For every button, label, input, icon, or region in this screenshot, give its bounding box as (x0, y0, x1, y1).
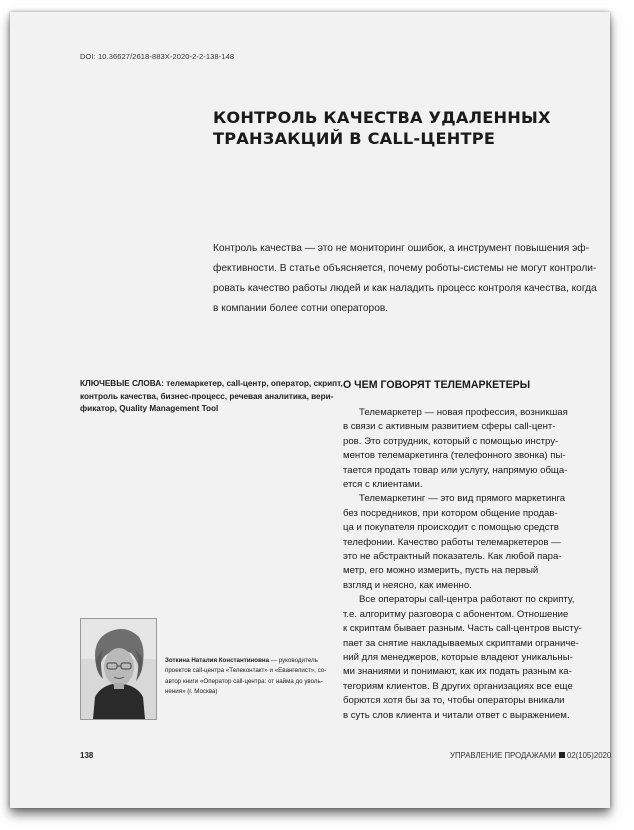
section-heading: О ЧЕМ ГОВОРЯТ ТЕЛЕМАРКЕТЕРЫ (343, 379, 531, 391)
body-line: в связи с активным развитием сферы call-цент- (343, 421, 556, 433)
author-portrait-image (81, 619, 156, 719)
title-line: ТРАНЗАКЦИЙ В CALL-ЦЕНТРЕ (213, 129, 496, 148)
journal-footer (450, 751, 611, 760)
author-info-line: автор книги «Оператор call-центра: от найма до уволь- (165, 677, 323, 685)
body-line: тегориям клиентов. В других организациях все еще (343, 680, 573, 692)
body-line: Телемаркетинг — это вид прямого маркетинга (359, 493, 566, 505)
body-line: тается продать товар или услугу, напрямую обща- (343, 464, 568, 476)
abstract-line: Контроль качества — это не мониторинг ошибок, а инструмент повышения эф- (213, 243, 590, 254)
square-separator-icon (559, 752, 565, 758)
abstract-line: фективности. В статье объясняется, почему роботы-системы не могут контроли- (213, 263, 597, 274)
author-info (165, 656, 340, 697)
doi-line: DOI: 10.36627/2618-883X-2020-2-2-138-148 (80, 52, 235, 61)
body-line: ется с клиентами. (343, 479, 423, 491)
journal-name: УПРАВЛЕНИЕ ПРОДАЖАМИ (450, 751, 556, 760)
keywords-line: контроль качества, бизнес-процесс, речевая аналитика, вери- (80, 391, 334, 401)
journal-issue: 02(105)2020 (566, 751, 612, 760)
body-line: ми знаниями и понимают, как их подать разным ка- (343, 666, 572, 678)
author-info-line: нения» (г. Москва) (165, 687, 218, 695)
keywords-line: фикатор, Quality Management Tool (80, 404, 219, 413)
abstract-line: ровать качество работы людей и как наладить процесс контроля качества, когда (213, 283, 597, 294)
author-name: Зоткина Наталия Константиновна (165, 657, 270, 664)
body-line: т.е. алгоритму разговора с абонентом. Отношение (343, 608, 569, 620)
body-line: метр, его можно измерить, пусть на первый (343, 565, 539, 577)
body-line: без посредников, при котором общение продав- (343, 507, 558, 519)
abstract-line: в компании более сотни операторов. (213, 303, 389, 314)
body-text (343, 406, 603, 723)
keywords-line: КЛЮЧЕВЫЕ СЛОВА: телемаркетер, call-центр, оператор, скрипт, (80, 379, 343, 388)
body-line: ров. Это сотрудник, который с помощью инстру- (343, 435, 559, 447)
body-line: борются хотя бы за то, чтобы операторы вникали (343, 695, 565, 707)
body-line: взгляд и неясно, как именно. (343, 579, 472, 591)
body-line: ца и покупателя происходит с помощью средств (343, 522, 559, 534)
body-line: пает за снятие накладываемых скриптами ограниче- (343, 637, 579, 649)
author-info-line: проектов call-центра «Телеконтакт» и «Евангелист», со- (165, 667, 327, 675)
body-line: Все операторы call-центра работают по скрипту, (359, 594, 575, 606)
author-info-line: — руководитель (269, 657, 318, 664)
body-line: ментов телемаркетинга (телефонного звонка) пы- (343, 450, 566, 462)
page-number: 138 (80, 751, 94, 760)
keywords-block (80, 378, 343, 416)
body-line: в суть слов клиента и читали ответ с выражением. (343, 709, 570, 721)
article-title (213, 107, 573, 149)
article-abstract (213, 239, 597, 319)
body-line: ний для менеджеров, которые владеют уникальны- (343, 651, 573, 663)
author-photo (80, 618, 157, 720)
body-line: это не абстрактный показатель. Как любой пара- (343, 551, 562, 563)
body-line: телефонии. Качество работы телемаркетеров — (343, 536, 561, 548)
title-line: КОНТРОЛЬ КАЧЕСТВА УДАЛЕННЫХ (213, 108, 551, 127)
journal-page (10, 12, 610, 808)
body-line: к скриптам бывает разным. Часть call-центров высту- (343, 623, 582, 635)
body-line: Телемаркетер — новая профессия, возникшая (359, 407, 568, 418)
